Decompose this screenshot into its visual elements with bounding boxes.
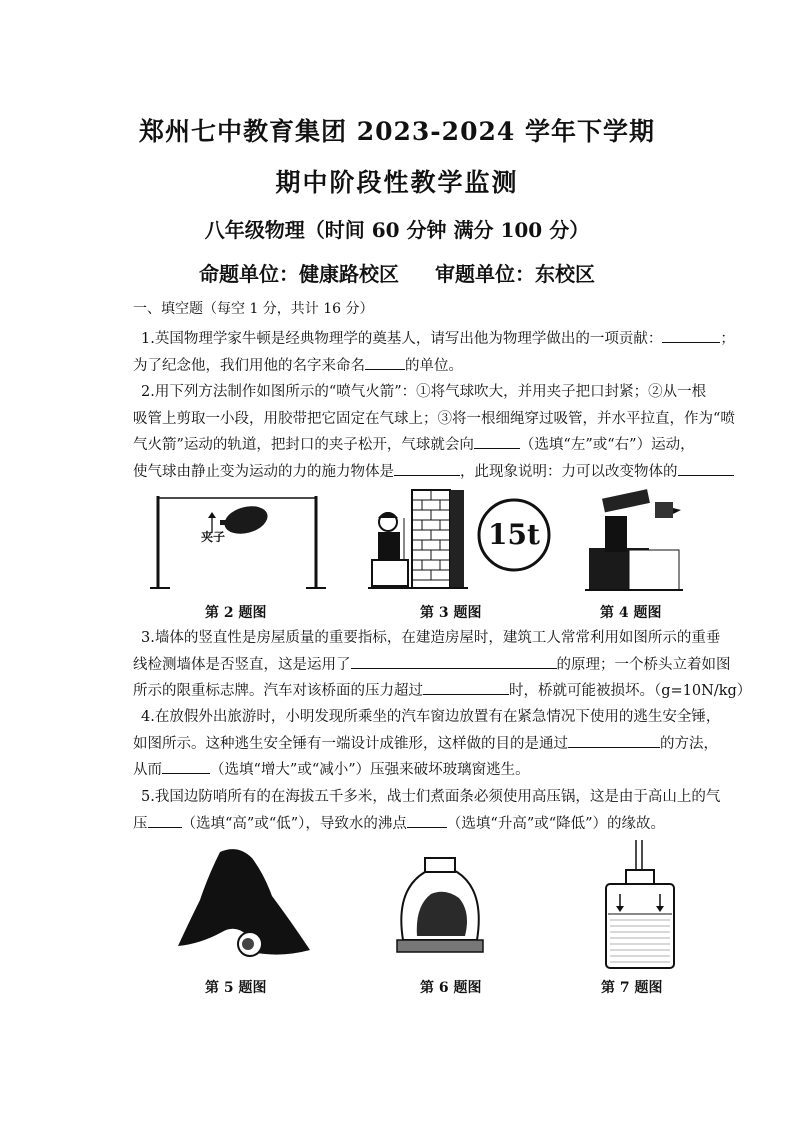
balloon-rocket-figure <box>150 488 330 598</box>
answer-blank <box>394 461 460 476</box>
figure-7-caption: 第 7 题图 <box>601 980 663 996</box>
figure-2-caption: 第 2 题图 <box>205 605 267 621</box>
question-1: 1.英国物理学家牛顿是经典物理学的奠基人，请写出他为物理学做出的一项贡献： ； 为了纪念他，我们用他的名字来命名 的单位。 <box>133 326 761 379</box>
clip-label: 夹子 <box>201 530 226 544</box>
escape-hammer-figure <box>585 488 685 593</box>
weight-limit-value: 15t <box>488 518 540 551</box>
proposer-unit: 命题单位：健康路校区 <box>199 262 399 286</box>
answer-blank <box>678 461 734 476</box>
section-heading: 一、填空题（每空 1 分，共计 16 分） <box>133 301 374 317</box>
answer-blank <box>365 355 405 370</box>
exam-title: 郑州七中教育集团 2023-2024 学年下学期 <box>139 117 655 146</box>
course-info: 八年级物理（时间 60 分钟 满分 100 分） <box>204 218 590 242</box>
answer-blank <box>351 654 557 669</box>
figure-5-caption: 第 5 题图 <box>205 980 267 996</box>
figure-6-bell-jar <box>385 850 495 960</box>
reviewer-unit: 审题单位：东校区 <box>435 262 595 286</box>
question-5: 5.我国边防哨所有的在海拔五千多米，战士们煮面条必须使用高压锅，这是由于高山上的气 压 （选填“高”或“低”），导致水的沸点 （选填“升高”或“降低”）的缘故。 <box>133 789 721 832</box>
question-2: 2.用下列方法制作如图所示的“喷气火箭”：①将气球吹大，并用夹子把口封紧；②从一根 吸管上剪取一小段，用胶带把它固定在气球上；③将一根细绳穿过吸管，并水平拉直，作为“喷 气火箭”运动的轨道，把封口的夹子松开，气球就会向 （选填“左”或“右”）运动， 使气球由静止变为运动的力的施力物体是 ，此现象说明：力可以改变物体的 <box>133 384 735 480</box>
figure-4-caption: 第 4 题图 <box>600 605 662 621</box>
figure-5-image <box>160 840 320 970</box>
unit-info <box>0 258 794 287</box>
answer-blank <box>568 733 660 748</box>
figure-7-bottle <box>598 838 688 974</box>
answer-blank <box>162 759 210 774</box>
figure-3-caption: 第 3 题图 <box>420 605 482 621</box>
brick-wall-figure <box>368 488 468 593</box>
answer-blank <box>407 813 447 828</box>
question-4: 4.在放假外出旅游时，小明发现所乘坐的汽车窗边放置有在紧急情况下使用的逃生安全锤， 如图所示。这种逃生安全锤有一端设计成锥形，这样做的目的是通过 的方法， 从而 （选填“增大”或“减小”）压强来破坏玻璃窗逃生。 <box>133 709 721 778</box>
figure-6-caption: 第 6 题图 <box>420 980 482 996</box>
question-3: 3.墙体的竖直性是房屋质量的重要指标，在建造房屋时，建筑工人常常利用如图所示的重垂 线检测墙体是否竖直，这是运用了 的原理；一个桥头立着如图 所示的限重标志牌。汽车对该桥面的压力超过 时，桥就可能被损坏。（g=10N/kg） <box>133 630 752 699</box>
answer-blank <box>148 813 182 828</box>
answer-blank <box>423 680 509 695</box>
q1-line1: 1.英国物理学家牛顿是经典物理学的奠基人，请写出他为物理学做出的一项贡献： <box>141 331 663 347</box>
answer-blank <box>662 328 720 343</box>
exam-subtitle: 期中阶段性教学监测 <box>275 168 519 197</box>
answer-blank <box>474 434 520 449</box>
